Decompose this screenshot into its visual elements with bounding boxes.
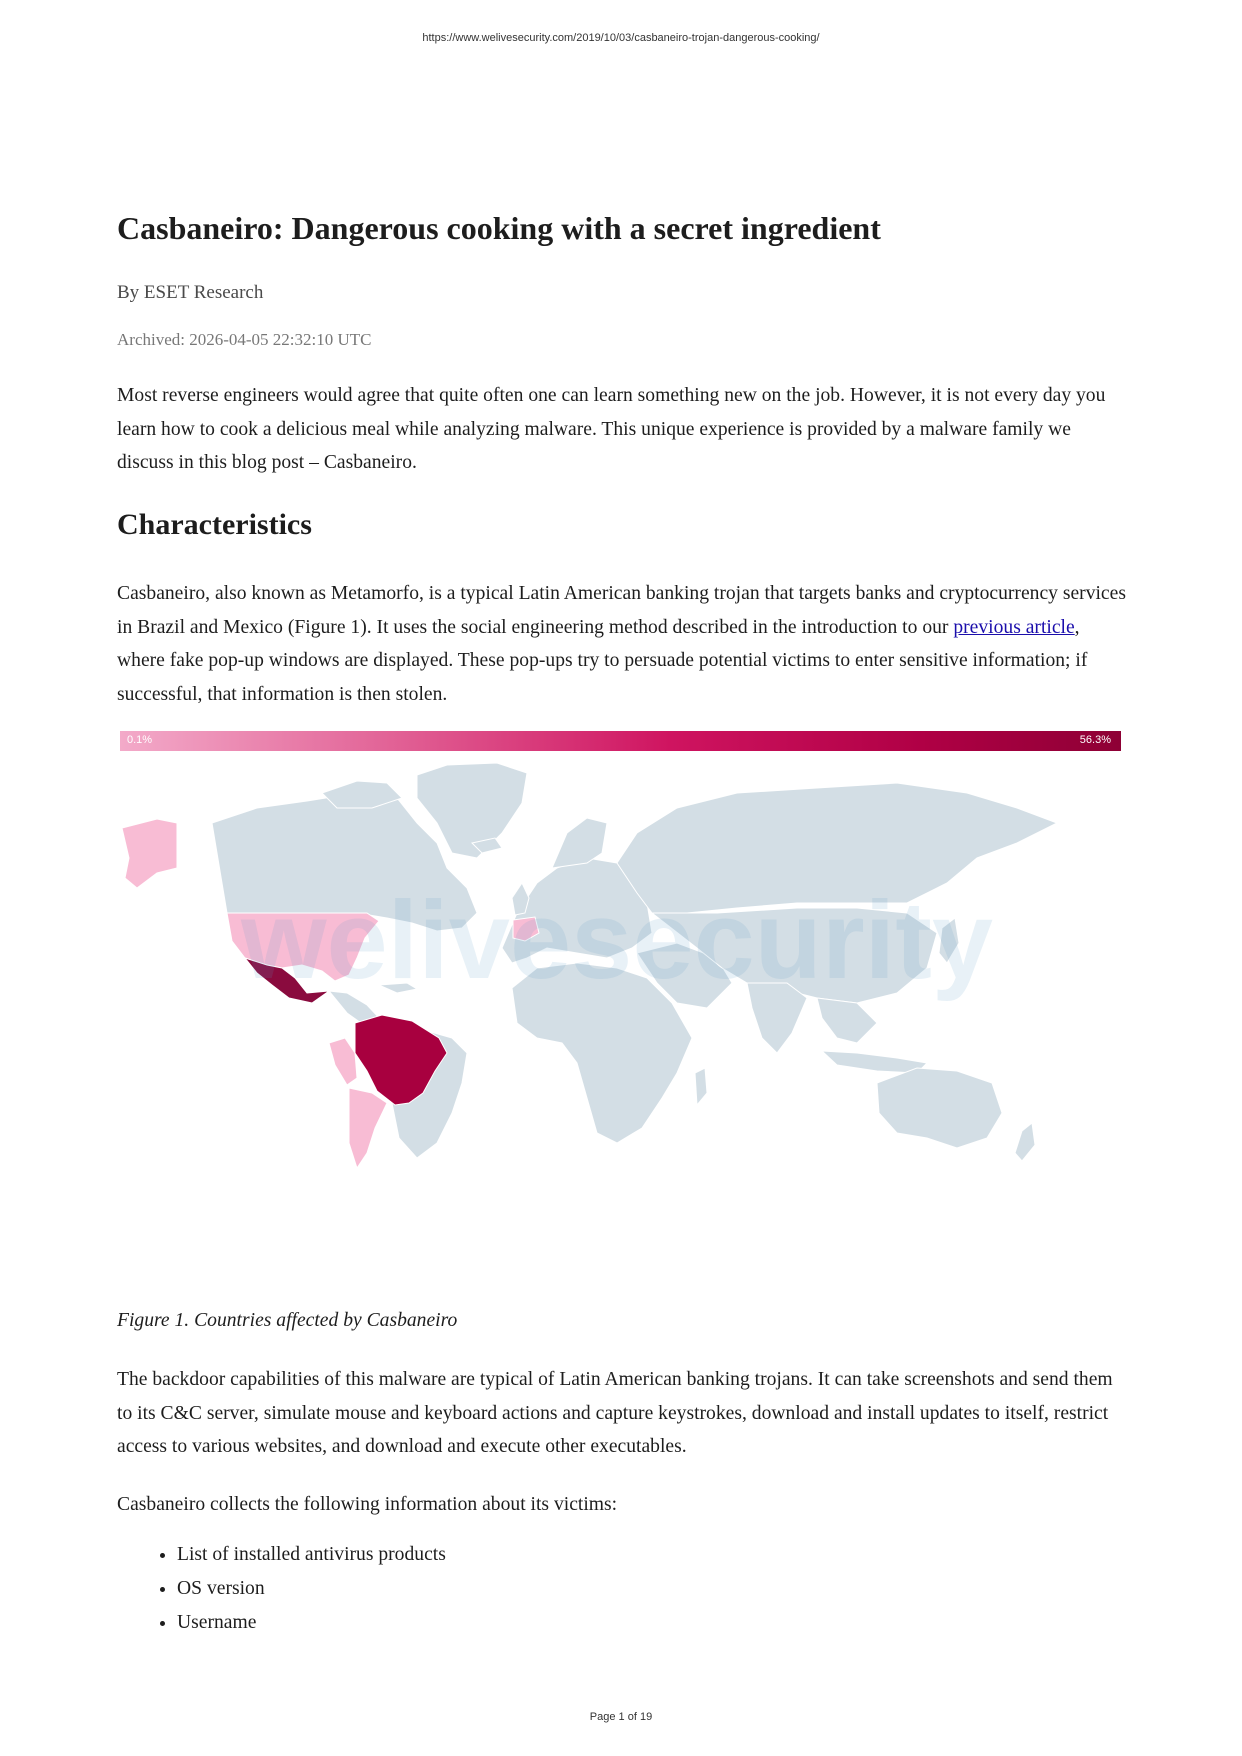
- characteristics-paragraph: [117, 577, 1127, 711]
- byline: By ESET Research: [117, 282, 264, 303]
- legend-max-label: 56.3%: [1079, 734, 1111, 746]
- peru: [329, 1038, 357, 1085]
- capabilities-paragraph: The backdoor capabilities of this malware are typical of Latin American banking trojans. It can take screenshots and send them to its C&C server, simulate mouse and keyboard actions and capture keystrokes, download and install updates to itself, restrict access to various websites, and download and execute other executables.: [117, 1369, 1113, 1457]
- archived-date: Archived: 2026-04-05 22:32:10 UTC: [117, 330, 372, 349]
- list-item: • OS version: [177, 1572, 446, 1606]
- figure-caption: Figure 1. Countries affected by Casbaneiro: [117, 1310, 458, 1331]
- list-item: • List of installed antivirus products: [177, 1538, 446, 1572]
- legend-gradient-bar: [120, 731, 1121, 751]
- alaska: [122, 819, 177, 888]
- intro-paragraph: Most reverse engineers would agree that quite often one can learn something new on the job. However, it is not every day you learn how to cook a delicious meal while analyzing malware. This unique experience is provided by a malware family we discuss in this blog post – Casbaneiro.: [117, 385, 1106, 473]
- southeast-asia: [817, 998, 877, 1043]
- argentina: [349, 1088, 387, 1168]
- new-zealand: [1015, 1123, 1035, 1161]
- page-url: https://www.welivesecurity.com/2019/10/03/casbaneiro-trojan-dangerous-cooking/: [422, 32, 820, 44]
- article-title: Casbaneiro: Dangerous cooking with a secret ingredient: [117, 210, 881, 246]
- page-number: Page 1 of 19: [589, 1711, 653, 1723]
- info-list: [117, 1538, 446, 1640]
- para-text: , where fake pop-up windows are displayed. These pop-ups try to persuade potential victims to enter sensitive information; if successful, that information is then stolen.: [117, 616, 1088, 705]
- madagascar: [695, 1068, 707, 1105]
- list-item: • Username: [177, 1606, 446, 1640]
- watermark: welivesecurity: [240, 879, 994, 1002]
- collects-paragraph: Casbaneiro collects the following information about its victims:: [117, 1494, 618, 1515]
- section-heading: Characteristics: [117, 508, 312, 541]
- para-text: Casbaneiro, also known as Metamorfo, is a typical Latin American banking trojan that targets banks and cryptocurrency services in Brazil and Mexico (Figure 1). It uses the social engineering method described in the introduction to our: [117, 583, 1126, 638]
- australia: [877, 1068, 1002, 1148]
- world-map-figure: [117, 731, 1127, 1251]
- world-map: [117, 753, 1127, 1251]
- legend-min-label: 0.1%: [127, 734, 153, 746]
- previous-article-link[interactable]: previous article: [953, 616, 1075, 638]
